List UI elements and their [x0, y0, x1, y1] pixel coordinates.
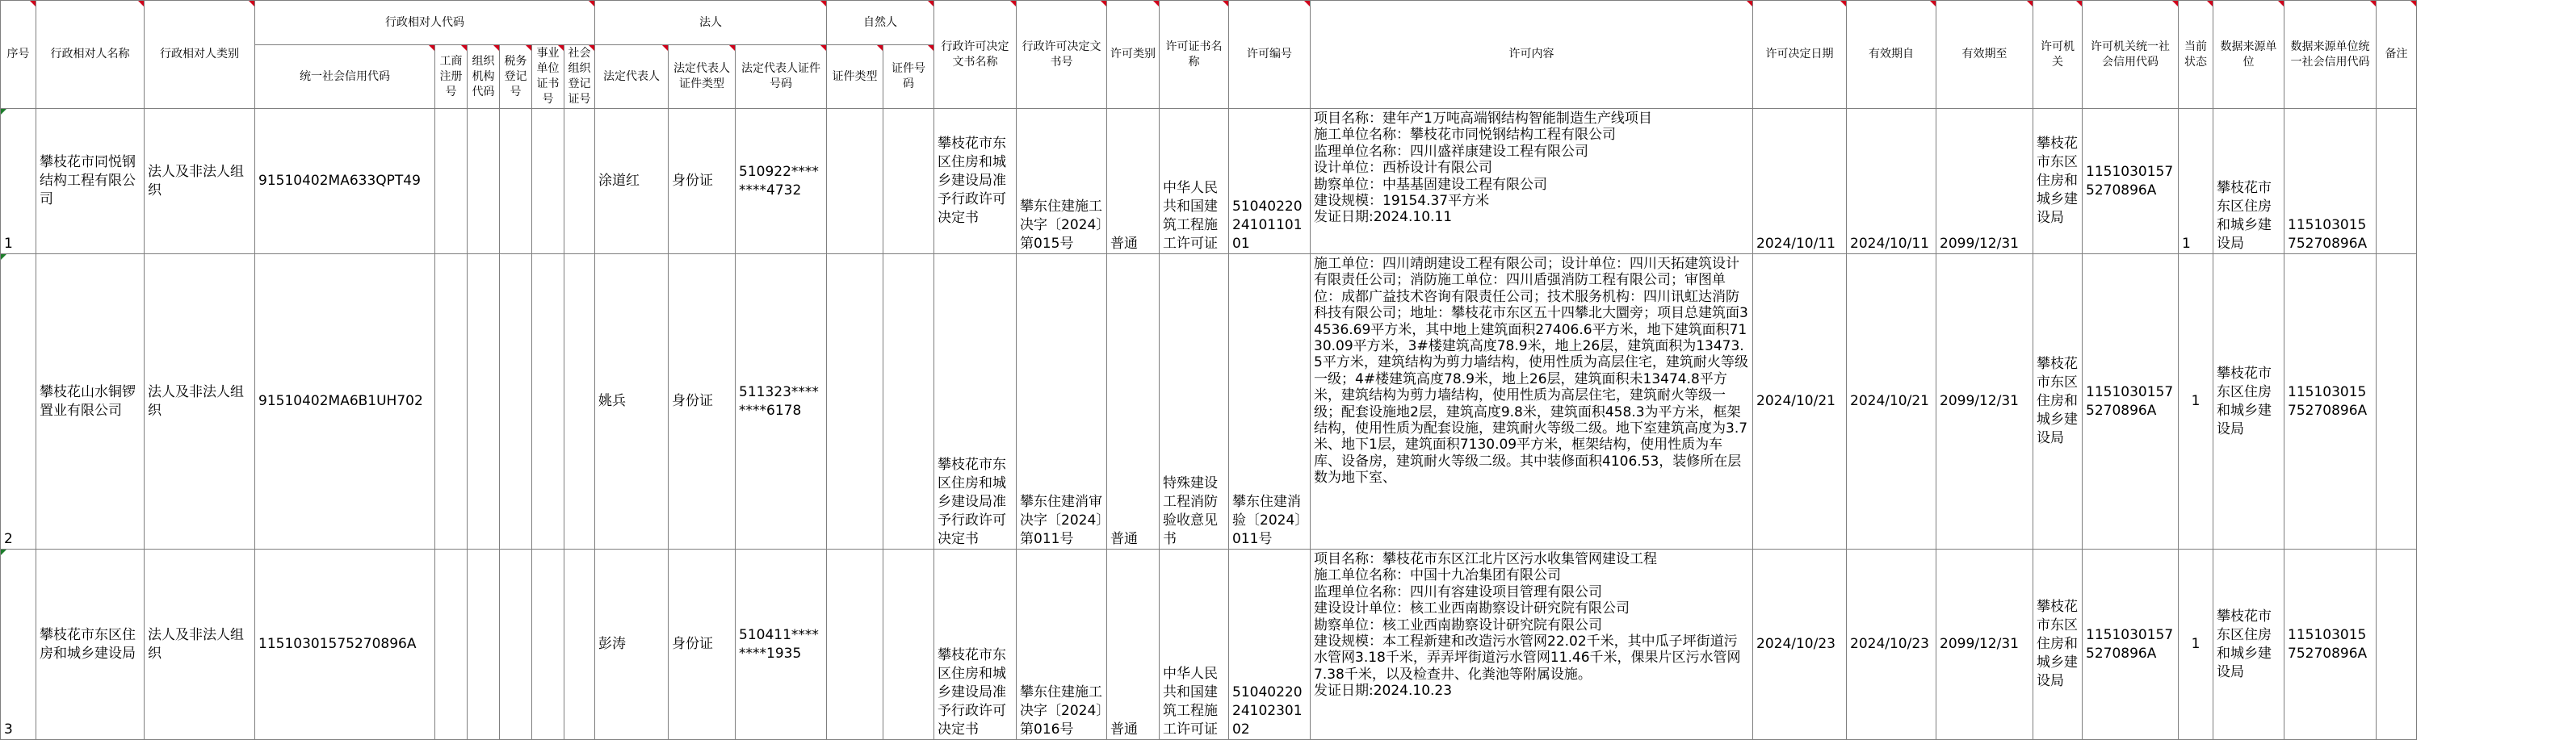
content-line: 施工单位名称：中国十九冶集团有限公司	[1314, 567, 1561, 584]
header-legal[interactable]: 法人	[595, 1, 827, 45]
cell-legal-rep[interactable]: 涂道红	[595, 109, 669, 254]
cell-party-name[interactable]: 攀枝花市东区住房和城乡建设局	[36, 550, 145, 740]
header-authority-code[interactable]: 许可机关统一社会信用代码	[2083, 1, 2179, 109]
cell-content[interactable]	[1311, 550, 1753, 740]
cell-source-code[interactable]: 11510301575270896A	[2284, 109, 2377, 254]
cell-social-org[interactable]	[564, 254, 595, 550]
content-line: 施工单位名称：攀枝花市同悦钢结构工程有限公司	[1314, 127, 1616, 144]
cell-valid-to[interactable]: 2099/12/31	[1936, 254, 2033, 550]
header-decision-date[interactable]: 许可决定日期	[1753, 1, 1847, 109]
header-party-code[interactable]: 行政相对人代码	[255, 1, 595, 45]
content-clip	[1314, 256, 1749, 539]
header-decision-doc-no[interactable]: 行政许可决定文书号	[1017, 1, 1107, 109]
content-line: 发证日期:2024.10.23	[1314, 683, 1453, 700]
cell-id-type[interactable]	[827, 550, 883, 740]
cell-legal-id-no[interactable]: 510922********4732	[736, 109, 827, 254]
content-line: 监理单位名称：四川有容建设项目管理有限公司	[1314, 583, 1602, 600]
header-legal-id-type[interactable]: 法定代表人证件类型	[669, 45, 736, 109]
table-row	[1, 254, 2417, 550]
cell-category[interactable]: 普通	[1107, 550, 1160, 740]
cell-remark[interactable]	[2377, 109, 2417, 254]
header-id-type[interactable]: 证件类型	[827, 45, 883, 109]
content-line: 勘察单位：中基基固建设工程有限公司	[1314, 176, 1547, 193]
content-line: 项目名称：攀枝花市东区江北片区污水收集管网建设工程	[1314, 551, 1657, 567]
cell-decision-date[interactable]: 2024/10/23	[1753, 550, 1847, 740]
content-line: 设计单位：西桥设计有限公司	[1314, 160, 1492, 177]
cell-status[interactable]: 1	[2179, 550, 2213, 740]
content-line: 发证日期:2024.10.11	[1314, 209, 1453, 226]
cell-decision-date[interactable]: 2024/10/21	[1753, 254, 1847, 550]
cell-authority-code[interactable]: 11510301575270896A	[2083, 254, 2179, 550]
header-natural[interactable]: 自然人	[827, 1, 934, 45]
cell-permit-no[interactable]: 攀东住建消验〔2024〕011号	[1229, 254, 1311, 550]
header-valid-to[interactable]: 有效期至	[1936, 1, 2033, 109]
cell-valid-from[interactable]: 2024/10/11	[1847, 109, 1936, 254]
cell-content[interactable]	[1311, 109, 1753, 254]
header-content[interactable]: 许可内容	[1311, 1, 1753, 109]
cell-source-code[interactable]: 11510301575270896A	[2284, 254, 2377, 550]
cell-decision-doc-no[interactable]: 攀东住建消审决字〔2024〕第011号	[1017, 254, 1107, 550]
header-category[interactable]: 许可类别	[1107, 1, 1160, 109]
cell-cert-name[interactable]: 特殊建设工程消防验收意见书	[1160, 254, 1229, 550]
cell-id-no[interactable]	[883, 109, 934, 254]
cell-biz-reg[interactable]	[435, 109, 468, 254]
cell-source[interactable]: 攀枝花市东区住房和城乡建设局	[2213, 550, 2284, 740]
content-line: 施工单位：四川靖朗建设工程有限公司；设计单位：四川天拓建筑设计有限责任公司；消防施工单位：四川盾强消防工程有限公司；审图单位：成都广益技术咨询有限责任公司；技术服务机构：四川讯虹达消防科技有限公司；地址：攀枝花市东区五十四攀北大圜旁；项目总建筑面34536.69平方米，其中地上建筑面积27406.6平方米，地下建筑面积7130.09平方米，3#楼建筑高度78.9米，地上26层，建筑面积为13473.5平方米，建筑结构为剪力墙结构，使用性质为高层住宅，建筑耐火等级一级；4#楼建筑高度78.9米，地上26层，建筑面积未13474.8平方米，建筑结构为剪力墙结构，使用性质为高层住宅，建筑耐火等级一级；配套设施地2层，建筑高度9.8米，建筑面积458.3为平方米，框架结构，使用性质为配套设施，建筑耐火等级二级。地下室建筑高度为3.7米、地下1层，建筑面积7130.09平方米，框架结构，使用性质为车库、设备房，建筑耐火等级二级。其中装修面积4106.53，装修所在层数为地下室、	[1314, 256, 1748, 487]
cell-valid-to[interactable]: 2099/12/31	[1936, 109, 2033, 254]
table-row	[1, 109, 2417, 254]
cell-source[interactable]: 攀枝花市东区住房和城乡建设局	[2213, 254, 2284, 550]
cell-legal-id-no[interactable]: 511323********6178	[736, 254, 827, 550]
cell-inst-cert[interactable]	[532, 550, 564, 740]
header-org-code[interactable]: 组织机构代码	[468, 45, 500, 109]
header-source-code[interactable]: 数据来源单位统一社会信用代码	[2284, 1, 2377, 109]
cell-id-type[interactable]	[827, 109, 883, 254]
header-party-type[interactable]: 行政相对人类别	[145, 1, 255, 109]
content-line: 建设规模：19154.37平方米	[1314, 193, 1490, 210]
cell-org-code[interactable]	[468, 254, 500, 550]
cell-authority[interactable]: 攀枝花市东区住房和城乡建设局	[2033, 254, 2083, 550]
cell-legal-id-type[interactable]: 身份证	[669, 550, 736, 740]
cell-tax-reg[interactable]	[500, 550, 532, 740]
content-line: 建设规模：本工程新建和改造污水管网22.02千米，其中瓜子坪街道污水管网3.18千米，弄弄坪街道污水管网11.46千米，倮果片区污水管网7.38千米，以及检查井、化粪池等附属设施。	[1314, 633, 1741, 683]
cell-cert-name[interactable]: 中华人民共和国建筑工程施工许可证	[1160, 109, 1229, 254]
cell-content[interactable]	[1311, 254, 1753, 550]
cell-decision-doc-name[interactable]: 攀枝花市东区住房和城乡建设局准予行政许可决定书	[934, 254, 1017, 550]
header-biz-reg[interactable]: 工商注册号	[435, 45, 468, 109]
content-line: 项目名称：建年产1万吨高端钢结构智能制造生产线项目	[1314, 111, 1652, 127]
cell-source-code[interactable]: 11510301575270896A	[2284, 550, 2377, 740]
header-remark[interactable]: 备注	[2377, 1, 2417, 109]
cell-social-org[interactable]	[564, 109, 595, 254]
cell-id-no[interactable]	[883, 254, 934, 550]
cell-party-type[interactable]: 法人及非法人组织	[145, 254, 255, 550]
cell-permit-no[interactable]: 510402202410110101	[1229, 109, 1311, 254]
cell-seq[interactable]: 3	[1, 550, 36, 740]
cell-cert-name[interactable]: 中华人民共和国建筑工程施工许可证	[1160, 550, 1229, 740]
cell-source[interactable]: 攀枝花市东区住房和城乡建设局	[2213, 109, 2284, 254]
cell-biz-reg[interactable]	[435, 254, 468, 550]
cell-category[interactable]: 普通	[1107, 254, 1160, 550]
content-line: 建设设计单位：核工业西南勘察设计研究院有限公司	[1314, 600, 1630, 617]
cell-seq[interactable]: 2	[1, 254, 36, 550]
header-legal-id-no[interactable]: 法定代表人证件号码	[736, 45, 827, 109]
cell-valid-to[interactable]: 2099/12/31	[1936, 550, 2033, 740]
cell-org-code[interactable]	[468, 550, 500, 740]
cell-authority[interactable]: 攀枝花市东区住房和城乡建设局	[2033, 109, 2083, 254]
cell-authority-code[interactable]: 11510301575270896A	[2083, 550, 2179, 740]
cell-seq[interactable]: 1	[1, 109, 36, 254]
header-credit-code[interactable]: 统一社会信用代码	[255, 45, 435, 109]
cell-legal-rep[interactable]: 姚兵	[595, 254, 669, 550]
cell-authority[interactable]: 攀枝花市东区住房和城乡建设局	[2033, 550, 2083, 740]
cell-authority-code[interactable]: 11510301575270896A	[2083, 109, 2179, 254]
cell-decision-doc-name[interactable]: 攀枝花市东区住房和城乡建设局准予行政许可决定书	[934, 109, 1017, 254]
header-permit-no[interactable]: 许可编号	[1229, 1, 1311, 109]
cell-decision-doc-name[interactable]: 攀枝花市东区住房和城乡建设局准予行政许可决定书	[934, 550, 1017, 740]
header-legal-rep[interactable]: 法定代表人	[595, 45, 669, 109]
cell-party-name[interactable]: 攀枝花市同悦钢结构工程有限公司	[36, 109, 145, 254]
cell-social-org[interactable]	[564, 550, 595, 740]
cell-valid-from[interactable]: 2024/10/23	[1847, 550, 1936, 740]
header-source[interactable]: 数据来源单位	[2213, 1, 2284, 109]
cell-decision-doc-no[interactable]: 攀东住建施工决字〔2024〕第016号	[1017, 550, 1107, 740]
content-line: 监理单位名称：四川盛祥康建设工程有限公司	[1314, 143, 1588, 160]
cell-party-type[interactable]: 法人及非法人组织	[145, 550, 255, 740]
header-valid-from[interactable]: 有效期自	[1847, 1, 1936, 109]
table-row	[1, 550, 2417, 740]
cell-party-name[interactable]: 攀枝花山水铜锣置业有限公司	[36, 254, 145, 550]
cell-decision-doc-no[interactable]: 攀东住建施工决字〔2024〕第015号	[1017, 109, 1107, 254]
header-decision-doc-name[interactable]: 行政许可决定文书名称	[934, 1, 1017, 109]
cell-valid-from[interactable]: 2024/10/21	[1847, 254, 1936, 550]
cell-tax-reg[interactable]	[500, 254, 532, 550]
header-seq[interactable]: 序号	[1, 1, 36, 109]
cell-remark[interactable]	[2377, 254, 2417, 550]
cell-org-code[interactable]	[468, 109, 500, 254]
cell-legal-id-type[interactable]: 身份证	[669, 254, 736, 550]
cell-category[interactable]: 普通	[1107, 109, 1160, 254]
header-cert-name[interactable]: 许可证书名称	[1160, 1, 1229, 109]
cell-legal-id-no[interactable]: 510411********1935	[736, 550, 827, 740]
header-id-no[interactable]: 证件号码	[883, 45, 934, 109]
cell-inst-cert[interactable]	[532, 254, 564, 550]
cell-permit-no[interactable]: 510402202410230102	[1229, 550, 1311, 740]
cell-id-no[interactable]	[883, 550, 934, 740]
cell-inst-cert[interactable]	[532, 109, 564, 254]
cell-credit-code[interactable]: 91510402MA6B1UH702	[255, 254, 435, 550]
header-row-1	[1, 1, 2417, 45]
header-party-name[interactable]: 行政相对人名称	[36, 1, 145, 109]
content-line: 勘察单位：核工业西南勘察设计研究院有限公司	[1314, 617, 1602, 633]
cell-decision-date[interactable]: 2024/10/11	[1753, 109, 1847, 254]
cell-status[interactable]: 1	[2179, 109, 2213, 254]
cell-legal-rep[interactable]: 彭涛	[595, 550, 669, 740]
header-inst-cert[interactable]: 事业单位证书号	[532, 45, 564, 109]
cell-status[interactable]: 1	[2179, 254, 2213, 550]
cell-tax-reg[interactable]	[500, 109, 532, 254]
cell-remark[interactable]	[2377, 550, 2417, 740]
cell-credit-code[interactable]: 91510402MA633QPT49	[255, 109, 435, 254]
header-tax-reg[interactable]: 税务登记号	[500, 45, 532, 109]
header-social-org[interactable]: 社会组织登记证号	[564, 45, 595, 109]
cell-id-type[interactable]	[827, 254, 883, 550]
header-authority[interactable]: 许可机关	[2033, 1, 2083, 109]
cell-biz-reg[interactable]	[435, 550, 468, 740]
cell-party-type[interactable]: 法人及非法人组织	[145, 109, 255, 254]
cell-legal-id-type[interactable]: 身份证	[669, 109, 736, 254]
cell-credit-code[interactable]: 11510301575270896A	[255, 550, 435, 740]
header-status[interactable]: 当前状态	[2179, 1, 2213, 109]
